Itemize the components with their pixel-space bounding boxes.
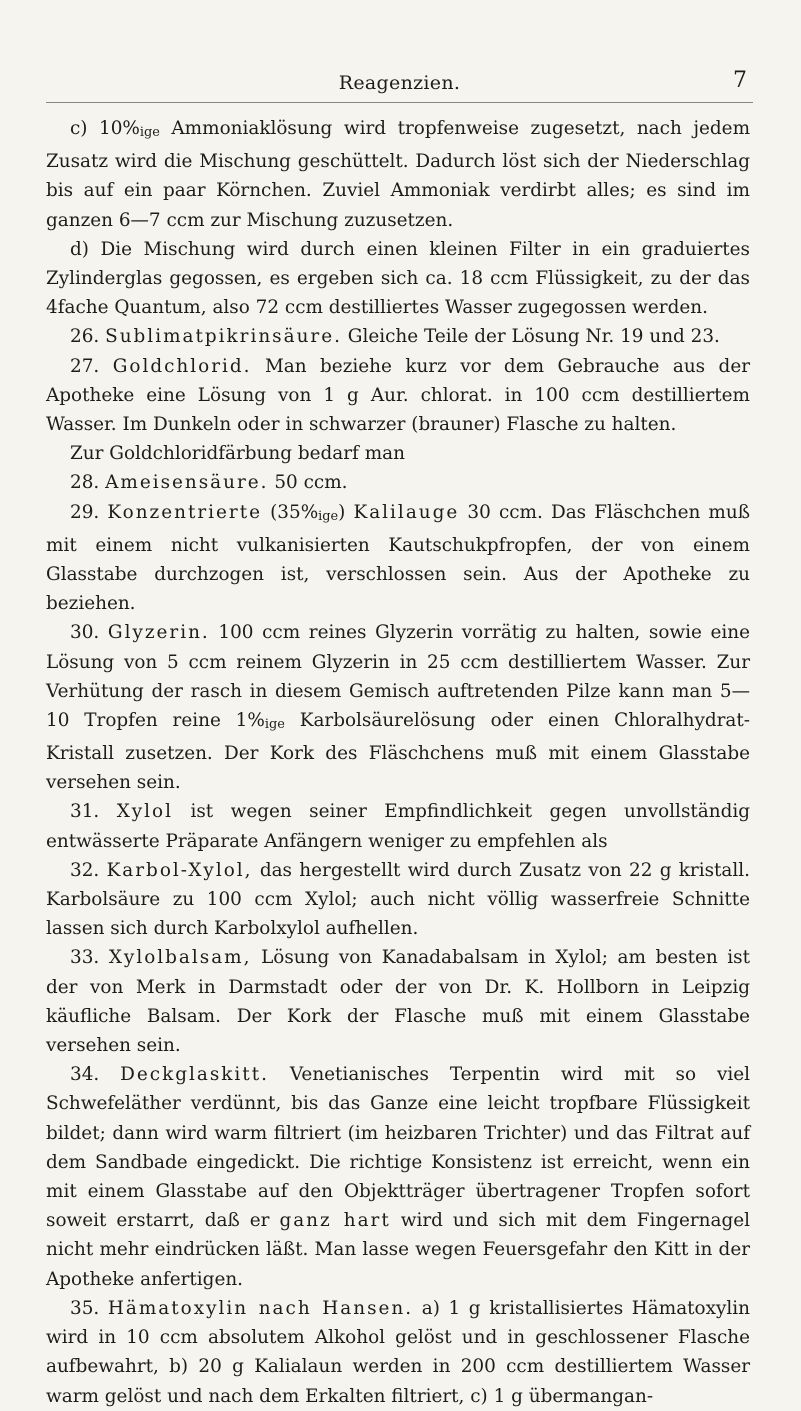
paragraph <box>46 352 750 440</box>
text-run: Glyzerin. <box>107 622 210 644</box>
text-run: 100 ccm reines Glyzerin vorrätig zu halten, sowie eine Lösung von 5 ccm reinem Glyzerin in 25 ccm destilliertem Wasser. Zur Verhütung der rasch in diesem Gemisch auftretenden Pilze kann man 5—10 Tropfen reine 1% <box>46 622 751 731</box>
paragraph <box>46 1060 750 1294</box>
paragraph <box>46 618 750 797</box>
text-run: 28. <box>70 472 106 494</box>
text-run: 30. <box>70 622 108 644</box>
paragraph <box>46 114 750 235</box>
text-run: Xylolbalsam, <box>108 947 252 969</box>
running-head: Reagenzien. <box>338 72 461 94</box>
text-run: Karbol-Xylol, <box>106 859 253 881</box>
text-run: ige <box>264 716 285 732</box>
text-run: Konzentrierte <box>107 501 262 523</box>
text-run: 32. <box>70 859 107 881</box>
text-run: 29. <box>70 501 108 523</box>
text-run: 34. <box>70 1064 121 1086</box>
text-run: Ammoniaklösung wird tropfenweise zugesetzt, nach jedem Zusatz wird die Mischung geschüttelt. Dadurch löst sich der Niederschlag bis auf ein paar Körnchen. Zuviel Ammoniak verdirbt alles; es sind im ganzen 6—7 ccm zur Mischung zuzusetzen. <box>46 118 751 231</box>
text-run: Lösung von Kanadabalsam in Xylol; am besten ist der von Merk in Darmstadt oder der von Dr. K. Hollborn in Leipzig käufliche Balsam. Der Kork der Flasche muß mit einem Glasstabe versehen sein. <box>46 947 750 1057</box>
paragraph <box>46 943 750 1060</box>
text-run: d) Die Mischung wird durch einen kleinen Filter in ein graduiertes Zylinderglas gegossen, es ergeben sich ca. 18 ccm Flüssigkeit, zu der das 4fache Quantum, also 72 ccm destilliertes Wasser zugegossen werden. <box>46 238 750 319</box>
paragraph <box>46 856 750 944</box>
text-run: ige <box>139 124 160 140</box>
text-run: Karbolsäurelösung oder einen Chloralhydrat-Kristall zusetzen. Der Kork des Fläschchens muß mit einem Glasstabe versehen sein. <box>46 709 751 794</box>
text-run: Gleiche Teile der Lösung Nr. 19 und 23. <box>341 326 720 348</box>
text-run: ige <box>318 508 339 524</box>
paragraph <box>46 498 750 619</box>
text-run: Xylol <box>116 801 174 823</box>
paragraph <box>46 439 750 468</box>
text-run: Kalilauge <box>353 501 460 523</box>
text-run: Venetianisches Terpentin wird mit so viel Schwefeläther verdünnt, bis das Ganze eine leicht tropfbare Flüssigkeit bildet; dann wird warm filtriert (im heizbaren Trichter) und das Filtrat auf dem Sandbade eingedickt. Die richtige Konsistenz ist erreicht, wenn ein mit einem Glasstabe auf den Objektträger übertragener Tropfen sofort soweit erstarrt, daß er <box>46 1064 751 1232</box>
text-run: (35% <box>261 501 319 523</box>
page-number: 7 <box>733 68 747 93</box>
text-run: a) 1 g kristallisiertes Hämatoxylin wird in 10 ccm absolutem Alkohol gelöst und in geschlossener Flasche aufbewahrt, b) 20 g Kalialaun werden in 200 ccm destilliertem Wasser warm gelöst und nach dem Erkalten filtriert, c) 1 g übermangan- <box>46 1297 750 1407</box>
text-run: 30 ccm. Das Fläschchen muß mit einem nicht vulkanisierten Kautschukpfropfen, der von einem Glasstabe durchzogen ist, verschlossen sein. Aus der Apotheke zu beziehen. <box>46 501 751 615</box>
text-run: Deckglaskitt. <box>120 1064 269 1086</box>
text-run: das hergestellt wird durch Zusatz von 22 g kristall. Karbolsäure zu 100 ccm Xylol; auch nicht völlig wasserfreie Schnitte lassen sich durch Karbolxylol aufhellen. <box>46 859 751 940</box>
text-run: Ameisensäure. <box>105 472 269 494</box>
text-run: 26. <box>70 326 106 348</box>
paragraph <box>46 322 750 351</box>
text-run: 31. <box>70 801 117 823</box>
body-text <box>46 114 750 1411</box>
paragraph <box>46 468 750 497</box>
text-run: Zur Goldchloridfärbung bedarf man <box>70 443 405 465</box>
paragraph <box>46 1294 750 1411</box>
text-run: Man beziehe kurz vor dem Gebrauche aus der Apotheke eine Lösung von 1 g Aur. chlorat. in 100 ccm destilliertem Wasser. Im Dunkeln oder in schwarzer (brauner) Flasche zu halten. <box>46 355 751 435</box>
text-run: ganz hart <box>279 1210 391 1232</box>
text-run: c) 10% <box>70 118 140 139</box>
paragraph <box>46 235 750 323</box>
text-run: wird und sich mit dem Fingernagel nicht mehr eindrücken läßt. Man lasse wegen Feuersgefahr den Kitt in der Apotheke anfertigen. <box>46 1210 750 1290</box>
text-run: 33. <box>70 947 109 969</box>
page-header <box>46 68 753 103</box>
text-run: 50 ccm. <box>268 472 348 494</box>
paragraph <box>46 797 750 855</box>
text-run: 27. <box>70 355 113 377</box>
text-run: ist wegen seiner Empfindlichkeit gegen unvollständig entwässerte Präparate Anfängern weniger zu empfehlen als <box>46 801 751 852</box>
text-run: Goldchlorid. <box>112 355 252 377</box>
text-run: Hämatoxylin nach Hansen. <box>107 1297 414 1319</box>
text-run: ) <box>338 501 354 523</box>
text-run: Sublimatpikrinsäure. <box>105 326 342 348</box>
text-run: 35. <box>70 1297 108 1319</box>
